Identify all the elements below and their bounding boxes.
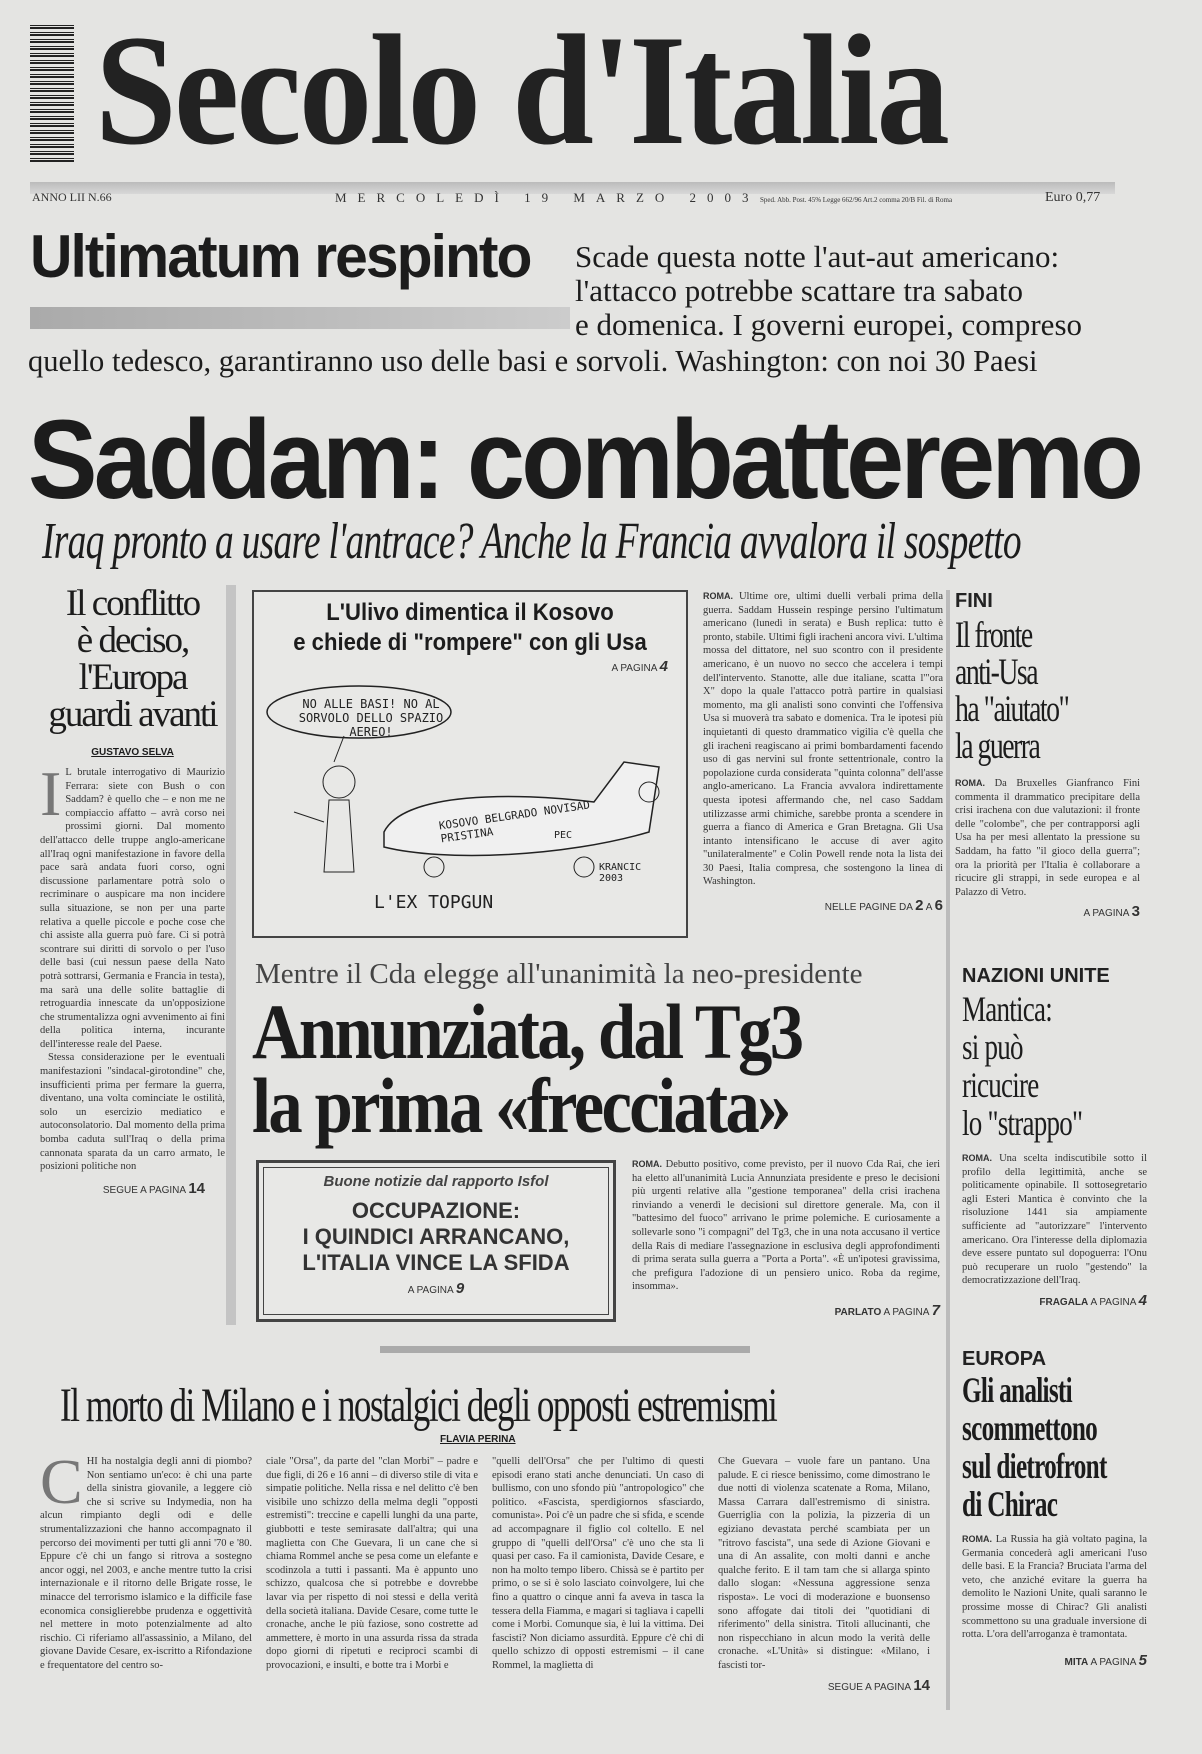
isfol-kicker: Buone notizie dal rapporto Isfol: [323, 1173, 549, 1190]
lead-deck-3: e domenica. I governi europei, compreso: [575, 307, 1083, 342]
dropcap: I: [40, 758, 62, 829]
cartoon-signature: KRANCIC 2003: [599, 862, 642, 884]
onu-headline: lo "strappo": [962, 1103, 1083, 1143]
milano-column: Che Guevara – vuole fare un pantano. Una palude. E ci riesce benissimo, come dimostrano le due notti di violenza scatenate a Roma, Milano, Massa Carrara dall'estremismo di sinistra. Guerriglia con la polizia, la pizzeria di un egiziano devastata perché scambiata per un "ritrovo fascista", una sede di Azione Giovani e una di An assalite, con molti danni e anche qualche ferito. E il tam tam che si allarga spinto dallo slogan: «Nessuna aggressione senza risposta». Le voci di moderazione e buonsenso sono affogate dai titoli dei "quotidiani di riferimento" della sinistra. Titoli allucinanti, che non rispecchiano in alcun modo la verità delle cronache. «L'Unità» si distingue: «Milano, i fascisti tor-: [718, 1456, 930, 1671]
editorial-ref: SEGUE A PAGINA 14: [102, 1179, 205, 1197]
europa-headline: scommettono: [962, 1408, 1098, 1448]
editorial-headline: l'Europa: [78, 657, 187, 698]
masthead-title: Secolo d'Italia: [95, 3, 948, 178]
onu-headline: ricucire: [962, 1065, 1039, 1105]
lead-subhead: Iraq pronto a usare l'antrace? Anche la Francia avvalora il sospetto: [42, 513, 1021, 570]
rai-story: ROMA. Debutto positivo, come previsto, per il nuovo Cda Rai, che ieri ha eletto all'unanimità Lucia Annunziata presidente e preso le decisioni più urgenti relative alla "gestione temporanea" della crisi irachena rinviando a venerdì le decisioni sul direttore generale. Ma, con il "battesimo del fuoco" arrivano le prime polemiche. E curiosamente a sollevarle sono "i compagni" del Tg3, che in una nota accusano il vertice della Rais di mediare l'assegnazione in esclusiva degli approfondimenti di prima serata sulla guerra a "Porta a Porta". «È un'ipotesi gravissima, che prefigura l'adozione di un pensiero unico. Roba da regime, insomma». PARLATO A PAGINA 7: [632, 1159, 941, 1319]
lead-deck-1: Scade questa notte l'aut-aut americano:: [575, 239, 1060, 274]
gray-bar: [30, 307, 570, 329]
europa-headline: di Chirac: [962, 1484, 1058, 1524]
fini-story: FINI Il fronte anti-Usa ha "aiutato" la guerra ROMA. Da Bruxelles Gianfranco Fini commenta il drammatico precipitare della crisi irachena con due valutazioni: il fronte delle "colombe", che per contrapporsi agli Usa ha per mesi allentato la pressione su Saddam, ha fatto "il gioco della guerra"; ora la priorità per l'Italia è collaborare a ricucire gli strappi, in sede europea e al Palazzo di Vetro. A PAGINA 3: [955, 590, 1140, 921]
page-ref-link[interactable]: 14: [913, 1676, 930, 1694]
lead-headline: Saddam: combatteremo: [28, 397, 1141, 522]
rai-headline-line: la prima «frecciata»: [252, 1062, 789, 1149]
isfol-box: Buone notizie dal rapporto Isfol OCCUPAZIONE: I QUINDICI ARRANCANO, L'ITALIA VINCE LA SFIDA A PAGINA 9: [256, 1160, 616, 1322]
fini-kicker: FINI: [955, 590, 993, 612]
onu-headline: si può: [962, 1027, 1023, 1067]
ref-author: PARLATO: [834, 1306, 882, 1318]
speech-balloon: NO ALLE BASI! NO AL SORVOLO DELLO SPAZIO AEREO!: [298, 697, 444, 739]
milano-column: HI ha nostalgia degli anni di piombo? Non sentiamo un'eco: è chi una parte della sinistra giovanile, a leggere ciò che si scrive su Indymedia, non ha alcun rimpianto degli odi e delle strumentalizzazioni che hanno accompagnato il percorso dei movimenti per tutti gli anni '70 e '80. Eppure c'è chi un fango si ritrova a sostegno ancor oggi, nel 2003, e anche mentre tutto la crisi internazionale e il ritorno delle Brigate rosse, le minacce del terrorismo islamico e la difficile fase economica consiglierebbe prudenza e oggettività nel mettere in moto potenzialmente ad alto rischio. Ci riferiamo all'assassinio, a Milano, del giovane Davide Cesare, ex-iscritto a Rifondazione e frequentatore del centro so-: [40, 1456, 252, 1671]
isfol-headline: I QUINDICI ARRANCANO,: [302, 1224, 570, 1249]
europa-headline: Gli analisti: [962, 1370, 1072, 1410]
editorial: [40, 585, 225, 1197]
page-ref-link[interactable]: 5: [1138, 1651, 1147, 1669]
europa-body: La Russia ha già voltato pagina, la Germania concederà agli americani l'uso delle basi. E la Francia? Bruciata l'arma del veto, che anziché evitare la guerra ha demolito le Nazioni Unite, quali saranno le prossime mosse di Chirac? Gli analisti scommettono su una graduale inversione di rotta. L'ora dell'arroganza è tramontata.: [962, 1534, 1148, 1641]
editorial-headline: Il conflitto: [65, 583, 200, 624]
milano-column: "quelli dell'Orsa" che per l'ultimo di questi episodi erano stati anche denunciati. Un caso di bullismo, con uno sfondo più "antropologico" che politico. «Fascista, sperdigiornos sfasciardo, comunista». Poi c'è un padre che si sfida, e scende ad accompagnare il figlio col coltello. E nel gruppo di "quelli dell'Orsa" c'è uno che sta lì quasi per caso. Fa il camionista, Davide Cesare, e non ha molto tempo libero. Chissà se è partito per primo, o se si è solo lasciato coinvolgere, lui che fino a quattro o cinque anni fa aveva in tasca la tessera della Fiamma, e magari si tagliava i capelli come i Morbi. Comunque sia, è lui la vittima. Dei fascisti? Non diciamo assurdità. Eppure c'è chi di quello schizzo di opposti estremismi – il cane Rommel, la maglietta di: [492, 1456, 704, 1671]
plane-tag: PEC: [554, 830, 573, 841]
issue-number: ANNO LII N.66: [32, 190, 112, 204]
lead-story: ROMA. Ultime ore, ultimi duelli verbali prima della guerra. Saddam Hussein respinge persino l'ultimatum americano (lunedì in serata) e Bush replica: tutto è pronto, stabile. Ultimi figli iracheni ancora vivi. L'ultima mossa del dittatore, nel suo scontro con il presidente americano, è un nuovo no secco che accelera i tempi dell'intervento. Stanotte, alle due italiane, scatta l'"ora X" dopo la quale l'attacco potrà partire in qualsiasi momento, ma gli analisti sono convinti che l'offensiva Usa si muoverà tra sabato e domenica. Tra le ipotesi più inquietanti di questo drammatico vigilia c'è quella che gli iracheni reagiscano ai primi bombardamenti facendo uso di gas nervini sul fronte settentrionale, contro la popolazione curda considerata "quinta colonna" dell'asse anglo-americano. La Francia avvalora indirettamente questa ipotesi affermando che, nel caso Saddam utilizzasse armi chimiche, sarebbe pronta a scendere in guerra a fianco di America e Gran Bretagna. Gli Usa intanto intensificano le accuse di aver agito "unilateralmente" e Colin Powell rende nota la lista dei 30 Paesi, Italia compresa, che sostengono la linea di Washington. NELLE PAGINE DA 2 A 6: [703, 591, 943, 915]
page-ref-link[interactable]: 4: [659, 658, 668, 675]
lead-deck-2: l'attacco potrebbe scattare tra sabato: [575, 273, 1023, 308]
section-rule: [380, 1346, 750, 1353]
europa-headline: sul dietrofront: [962, 1446, 1107, 1486]
fini-headline: Il fronte: [955, 615, 1032, 656]
ref-author: FRAGALA: [1039, 1296, 1089, 1308]
cartoon-caption: L'EX TOPGUN: [374, 892, 494, 913]
europa-story: EUROPA Gli analisti scommettono sul dietrofront di Chirac ROMA. La Russia ha già voltato pagina, la Germania concederà agli americani l'uso delle basi. E la Francia? Bruciata l'arma del veto, che anziché evitare la guerra ha demolito le Nazioni Unite, quali saranno le prossime mosse di Chirac? Gli analisti scommettono su una graduale inversione di rotta. L'ora dell'arroganza è tramontata. MITA A PAGINA 5: [962, 1348, 1148, 1669]
milano-story: CHI ha nostalgia degli anni di piombo? Non sentiamo un'eco: è chi una parte della sinistra giovanile, a leggere ciò che si scrive su Indymedia, non ha alcun rimpianto degli odi e delle strumentalizzazioni che hanno accompagnato il percorso dei movimenti per tutti gli anni '70 e '80. Eppure c'è chi un fango si ritrova a sostegno ancor oggi, nel 2003, e anche mentre tutto la crisi internazionale e il ritorno delle Brigate rosse, le minacce del terrorismo islamico e la difficile fase economica consiglierebbe prudenza e oggettività nel mettere in moto potenzialmente ad alto rischio. Ci riferiamo all'assassinio, a Milano, del giovane Davide Cesare, ex-iscritto a Rifondazione e frequentatore del centro so- ciale "Orsa", da parte del "clan Morbi" – padre e due figli, di 26 e 16 anni – di diverso stile di vita e simpatie politiche. Nella rissa e nel delitto c'è ben visibile uno schizzo della melma degli "opposti estremisti": treccine e capelli lunghi da una parte, giubbotti e teste semirasate dall'altra; qui una maglietta con Che Guevara, lì un cane che si chiama Rommel anche se pesa come un elefante e scodinzola a tutti i passanti. Ma è appunto uno schizzo, qualcosa che si potrebbe e dovrebbe lavar via per rispetto di noi stessi e della verità della società italiana. Davide Cesare, come tutte le cronache, anche le più faziose, sono costrette ad ammettere, è morto in una assurda rissa da strada dopo giorni di ripetuti e reciproci scambi di provocazioni, e insulti, e botte tra i Morbi e "quelli dell'Orsa" che per l'ultimo di questi episodi erano stati anche denunciati. Un caso di bullismo, con uno sfondo più "antropologico" che politico. «Fascista, sperdigiornos sfasciardo, comunista». Poi c'è un padre che si sfida, e scende ad accompagnare il figlio col coltello. E nel gruppo di "quelli dell'Orsa" c'è uno che sta lì quasi per caso. Fa il camionista, Davide Cesare, e non ha molto tempo libero. Chissà se è partito per primo, o se si è solo lasciato coinvolgere, lui che fino a quattro o cinque anni fa aveva in tasca la tessera della Fiamma, e magari si tagliava i capelli come i Morbi. Comunque sia, è lui la vittima. Dei fascisti? Non diciamo assurdità. Eppure c'è chi di quello schizzo di opposti estremismi – il cane Rommel, la maglietta di Che Guevara – vuole fare un pantano. Una palude. E ci riesce benissimo, come dimostrano le due notti di violenza scatenate a Roma, Milano, Massa Carrara dall'estremismo di sinistra. Guerriglia con la polizia, la pizzeria di un egiziano devastata perché scambiata per un "ritrovo fascista", una sede di Azione Giovani e una di An assalite, con molti danni e anche qualche ferito. E il tam tam che si allarga spinto dallo slogan: «Nessuna aggressione senza risposta». Le voci di moderazione e buonsenso sono affogate dai titoli dei "quotidiani di riferimento" della sinistra. Titoli allucinanti, che non rispecchiano in alcun modo la verità delle cronache. «L'Unità» si distingue: «Milano, i fascisti tor- SEGUE A PAGINA 14: [40, 1446, 930, 1694]
europa-kicker: EUROPA: [962, 1348, 1047, 1370]
page-ref-link[interactable]: 6: [934, 897, 943, 915]
onu-kicker: NAZIONI UNITE: [962, 965, 1110, 987]
page-ref-link[interactable]: 14: [188, 1179, 205, 1197]
editorial-body-2: Stessa considerazione per le eventuali manifestazioni "sindacal-girotondine" che, insufficienti prima per fermare la guerra, diventano, una volta cominciate le ostilità, solo un esercizio mediatico e autoconsolatorio. Dal momento della prima bomba caduta sull'Iraq o della prima cannonata sparata da un carro armato, le posizioni politiche non: [40, 1052, 225, 1173]
lead-kicker: Ultimatum respinto: [30, 223, 531, 290]
fini-headline: ha "aiutato": [955, 689, 1069, 730]
page-ref-link[interactable]: 2: [915, 897, 924, 915]
onu-story: NAZIONI UNITE Mantica: si può ricucire lo "strappo" ROMA. Una scelta indiscutibile sotto il profilo della legittimità, anche se politicamente opinabile. Il sottosegretario agli Esteri Mantica è convinto che la risoluzione 1441 sia ampiamente sufficiente ad "autorizzare" l'intervento americano. Ora l'interesse della diplomazia deve essere puntato sul dopoguerra: l'Onu può recuperare un ruolo "gestendo" la democratizzazione dell'Iraq. FRAGALA A PAGINA 4: [962, 965, 1148, 1309]
rai-body: Debutto positivo, come previsto, per il nuovo Cda Rai, che ieri ha eletto all'unanimità Lucia Annunziata presidente e preso le decisioni più urgenti relative alla "gestione temporanea" della crisi irachena rinviando a venerdì le decisioni sul direttore generale. Ma, con il "battesimo del fuoco" arrivano le prime polemiche. E curiosamente a sollevarle sono "i compagni" del Tg3, che in una nota accusano il vertice della Rais di mediare l'assegnazione in esclusiva degli approfondimenti di prima serata sulla guerra a "Porta a Porta". «È un'ipotesi gravissima, che prefigura l'adozione di un pensiero unico. Roba da regime, insomma».: [632, 1159, 941, 1293]
postal-info: Sped. Abb. Post. 45% Legge 662/96 Art.2 comma 20/B Fil. di Roma: [760, 196, 953, 204]
rai-overline: Mentre il Cda elegge all'unanimità la neo-presidente: [255, 958, 863, 990]
barcode: [30, 22, 74, 162]
isfol-headline: OCCUPAZIONE:: [351, 1198, 521, 1223]
column-divider: [946, 590, 950, 1710]
dropcap: C: [40, 1446, 83, 1517]
rai-headline-line: Annunziata, dal Tg3: [252, 988, 802, 1075]
editorial-headline: guardi avanti: [48, 694, 217, 735]
price: Euro 0,77: [1045, 190, 1101, 205]
dateline: ROMA.: [632, 1159, 662, 1169]
dateline: ROMA.: [962, 1534, 992, 1544]
onu-body: Una scelta indiscutibile sotto il profilo della legittimità, anche se politicamente opinabile. Il sottosegretario agli Esteri Mantica è convinto che la risoluzione 1441 sia ampiamente sufficiente ad "autorizzare" l'intervento americano. Ora l'interesse della diplomazia deve essere puntato sul dopoguerra: l'Onu può recuperare un ruolo "gestendo" la democratizzazione dell'Iraq.: [962, 1153, 1148, 1287]
editorial-body: L brutale interrogativo di Maurizio Ferrara: siete con Bush o con Saddam? è quello che – e non me ne compiaccio affatto – avrà corso nei prossimi giorni. Dal momento dell'attacco delle truppe anglo-americane all'Iraq ogni manifestazione in favore della pace sarà andata fuori corso, ogni discussione parlamentare potrà solo o recriminare o auspicare ma non incidere sulla situazione, se non per una parte relativa a quelle piccole e poche cose che chi assiste alla guerra può fare. Ci si potrà scontrare sui diritti di sorvolo o per l'uso delle basi (cui nessun paese della Nato potrà sottrarsi, Germania e Francia in testa), ma sarà una delle solite battaglie di retroguardia innescate da un'opposizione che strumentalizza ogni avvenimento ai fini della politica interna, incurante dell'interesse reale del Paese.: [40, 767, 225, 1050]
editorial-author: GUSTAVO SELVA: [91, 747, 174, 758]
milano-author: FLAVIA PERINA: [440, 1434, 516, 1445]
cartoon-headline: L'Ulivo dimentica il Kosovo: [326, 599, 614, 626]
dateline: ROMA.: [955, 778, 985, 788]
cartoon-headline: e chiede di "rompere" con gli Usa: [293, 629, 647, 656]
onu-headline: Mantica:: [962, 989, 1052, 1029]
lead-deck-4: quello tedesco, garantiranno uso delle basi e sorvoli. Washington: con noi 30 Paesi: [28, 343, 1038, 378]
isfol-headline: L'ITALIA VINCE LA SFIDA: [302, 1250, 570, 1275]
page-ref-link[interactable]: 9: [455, 1280, 465, 1297]
cartoon-box: L'Ulivo dimentica il Kosovo e chiede di "rompere" con gli Usa A PAGINA 4 NO ALLE BASI! NO AL SORVOLO DELLO SPAZIO AEREO! KOSOVO BELGRADO NOVISAD PRISTINA PEC L'EX TOPGUN KRANCIC 2003: [252, 590, 688, 938]
page-ref-link[interactable]: 7: [931, 1301, 940, 1319]
dateline: ROMA.: [703, 591, 733, 601]
lead-body: Ultime ore, ultimi duelli verbali prima della guerra. Saddam Hussein respinge persino l'ultimatum americano (lunedì in serata) e Bush replica: tutto è pronto, stabile. Ultimi figli iracheni ancora vivi. L'ultima mossa del dittatore, nel suo scontro con il presidente americano, è un nuovo no secco che accelera i tempi dell'intervento. Stanotte, alle due italiane, scatta l'"ora X" dopo la quale l'attacco potrà partire in qualsiasi momento, ma gli analisti sono convinti che l'offensiva Usa si muoverà tra sabato e domenica. Tra le ipotesi più inquietanti di questo drammatico vigilia c'è quella che gli iracheni reagiscano ai primi bombardamenti facendo uso di gas nervini sul fronte settentrionale, contro la popolazione curda considerata "quinta colonna" dell'asse anglo-americano. La Francia avvalora indirettamente questa ipotesi affermando che, nel caso Saddam utilizzasse armi chimiche, sarebbe pronta a scendere in guerra a fianco di America e Gran Bretagna. Gli Usa intanto intensificano le accuse di aver agito "unilateralmente" e Colin Powell rende nota la lista dei 30 Paesi, Italia compresa, che sostengono la linea di Washington.: [703, 591, 943, 888]
fini-headline: la guerra: [955, 726, 1040, 767]
page-ref-link[interactable]: 4: [1138, 1291, 1147, 1309]
plane-text: KOSOVO BELGRADO NOVISAD PRISTINA: [438, 798, 591, 846]
milano-column: ciale "Orsa", da parte del "clan Morbi" – padre e due figli, di 26 e 16 anni – di diverso stile di vita e simpatie politiche. Nella rissa e nel delitto c'è ben visibile uno schizzo della melma degli "opposti estremisti": treccine e capelli lunghi da una parte, giubbotti e teste semirasate dall'altra; qui una maglietta con Che Guevara, lì un cane che si chiama Rommel anche se pesa come un elefante e scodinzola a tutti i passanti. Ma è appunto uno schizzo, qualcosa che si potrebbe e dovrebbe lavar via per rispetto di noi stessi e della verità della società italiana. Davide Cesare, come tutte le cronache, anche le più faziose, sono costrette ad ammettere, è morto in una assurda rissa da strada dopo giorni di ripetuti e reciproci scambi di provocazioni, e insulti, e botte tra i Morbi e: [266, 1456, 478, 1671]
rai-headline: [252, 988, 802, 1149]
issue-date: MERCOLEDÌ 19 MARZO 2003: [335, 190, 760, 205]
editorial-headline: è deciso,: [76, 620, 189, 661]
ref-author: MITA: [1064, 1656, 1089, 1668]
fini-headline: anti-Usa: [955, 652, 1038, 693]
milano-headline: Il morto di Milano e i nostalgici degli opposti estremismi: [60, 1379, 777, 1432]
dateline: ROMA.: [962, 1153, 992, 1163]
page-ref-link[interactable]: 3: [1131, 903, 1140, 921]
fini-body: Da Bruxelles Gianfranco Fini commenta il drammatico precipitare della crisi irachena con due valutazioni: il fronte delle "colombe", che per contrapporsi agli Usa ha per mesi allentato la pressione su Saddam, ha fatto "il gioco della guerra"; ora la priorità per l'Italia è collaborare a ricucire gli strappi, in sede europea e al Palazzo di Vetro.: [955, 778, 1140, 898]
column-divider: [226, 585, 236, 1325]
